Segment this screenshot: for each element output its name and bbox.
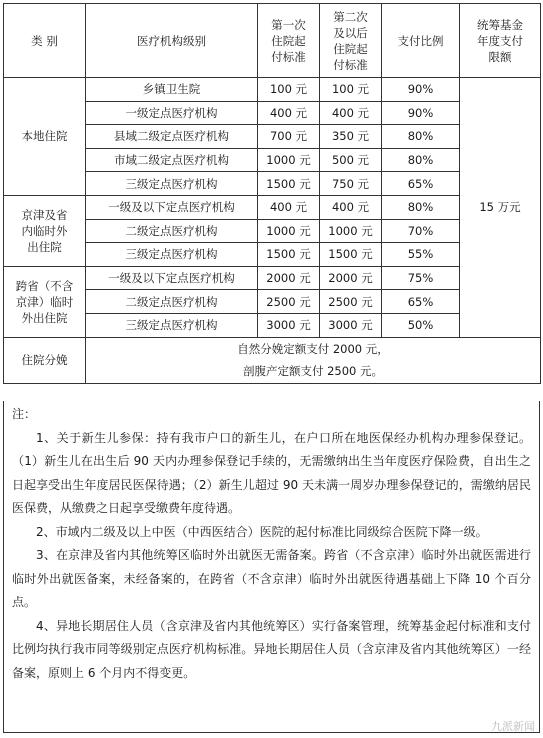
category-birth: 住院分娩 — [4, 337, 86, 383]
cell-ratio: 55% — [382, 243, 460, 267]
category-cross-province: 跨省（不含 京津）临时 外出住院 — [4, 266, 86, 337]
cell-level: 市域二级定点医疗机构 — [86, 148, 258, 172]
header-level: 医疗机构级别 — [86, 4, 258, 78]
cell-second: 1500 元 — [320, 243, 382, 267]
note-item: 4、异地长期居住人员（含京津及省内其他统筹区）实行备案管理，统筹基金起付标准和支付比例均执行我市同等级别定点医疗机构标准。异地长期居住人员（含京津及省内其他统筹区）一经备案，原则上 6 个月内不得变更。 — [12, 618, 531, 680]
note-item: 3、在京津及省内其他统筹区临时外出就医无需备案。跨省（不含京津）临时外出就医需进行临时外出就医备案，未经备案的，在跨省（不含京津）临时外出就医待遇基础上下降 10 个百分点。 — [12, 548, 531, 609]
cell-level: 二级定点医疗机构 — [86, 290, 258, 314]
cell-first: 700 元 — [258, 125, 320, 149]
cell-first: 1500 元 — [258, 243, 320, 267]
insurance-payment-table — [3, 3, 541, 384]
cell-level: 三级定点医疗机构 — [86, 243, 258, 267]
cell-first: 2500 元 — [258, 290, 320, 314]
header-second-threshold: 第二次 及以后 住院起 付标准 — [320, 4, 382, 78]
limit-value: 15 万元 — [460, 78, 541, 338]
cell-ratio: 90% — [382, 101, 460, 125]
cell-first: 1000 元 — [258, 148, 320, 172]
header-limit: 统筹基金 年度支付 限额 — [460, 4, 541, 78]
header-category: 类 别 — [4, 4, 86, 78]
cell-ratio: 80% — [382, 195, 460, 219]
cell-second: 2000 元 — [320, 266, 382, 290]
cell-ratio: 70% — [382, 219, 460, 243]
cell-level: 乡镇卫生院 — [86, 78, 258, 102]
cell-ratio: 50% — [382, 313, 460, 337]
cell-second: 100 元 — [320, 78, 382, 102]
cell-second: 500 元 — [320, 148, 382, 172]
cell-second: 1000 元 — [320, 219, 382, 243]
table-row — [4, 78, 541, 102]
notes-section — [3, 401, 540, 733]
cell-ratio: 65% — [382, 172, 460, 196]
cell-second: 750 元 — [320, 172, 382, 196]
cell-first: 2000 元 — [258, 266, 320, 290]
cell-level: 三级定点医疗机构 — [86, 313, 258, 337]
cell-level: 一级及以下定点医疗机构 — [86, 266, 258, 290]
cell-ratio: 90% — [382, 78, 460, 102]
category-local: 本地住院 — [4, 78, 86, 196]
cell-ratio: 65% — [382, 290, 460, 314]
cell-second: 350 元 — [320, 125, 382, 149]
watermark: 九派新闻 — [491, 720, 535, 733]
cell-first: 400 元 — [258, 101, 320, 125]
cell-first: 1000 元 — [258, 219, 320, 243]
table-row-birth — [4, 337, 541, 383]
cell-second: 400 元 — [320, 195, 382, 219]
cell-level: 县域二级定点医疗机构 — [86, 125, 258, 149]
cell-level: 一级及以下定点医疗机构 — [86, 195, 258, 219]
note-item: 2、市域内二级及以上中医（中西医结合）医院的起付标准比同级综合医院下降一级。 — [36, 524, 488, 539]
note-item: 1、关于新生儿参保：持有我市户口的新生儿，在户口所在地医保经办机构办理参保登记。（1）新生儿在出生后 90 天内办理参保登记手续的，无需缴纳出生当年度医疗保险费，自出生之日起享受出生年度居民医保待遇；（2）新生儿超过 90 天未满一周岁办理参保登记的，需缴纳居民医保费，从缴费之日起享受缴费年度待遇。 — [12, 430, 531, 515]
table-header-row — [4, 4, 541, 78]
cell-first: 400 元 — [258, 195, 320, 219]
header-ratio: 支付比例 — [382, 4, 460, 78]
cell-second: 2500 元 — [320, 290, 382, 314]
cell-first: 3000 元 — [258, 313, 320, 337]
header-first-threshold: 第一次 住院起 付标准 — [258, 4, 320, 78]
cell-level: 三级定点医疗机构 — [86, 172, 258, 196]
cell-ratio: 75% — [382, 266, 460, 290]
cell-level: 一级定点医疗机构 — [86, 101, 258, 125]
notes-label: 注： — [12, 407, 37, 421]
cell-first: 1500 元 — [258, 172, 320, 196]
category-province: 京津及省 内临时外 出住院 — [4, 195, 86, 266]
cell-second: 3000 元 — [320, 313, 382, 337]
cell-ratio: 80% — [382, 125, 460, 149]
cell-ratio: 80% — [382, 148, 460, 172]
cell-first: 100 元 — [258, 78, 320, 102]
birth-payment: 自然分娩定额支付 2000 元， 剖腹产定额支付 2500 元。 — [86, 337, 541, 383]
cell-level: 二级定点医疗机构 — [86, 219, 258, 243]
cell-second: 400 元 — [320, 101, 382, 125]
